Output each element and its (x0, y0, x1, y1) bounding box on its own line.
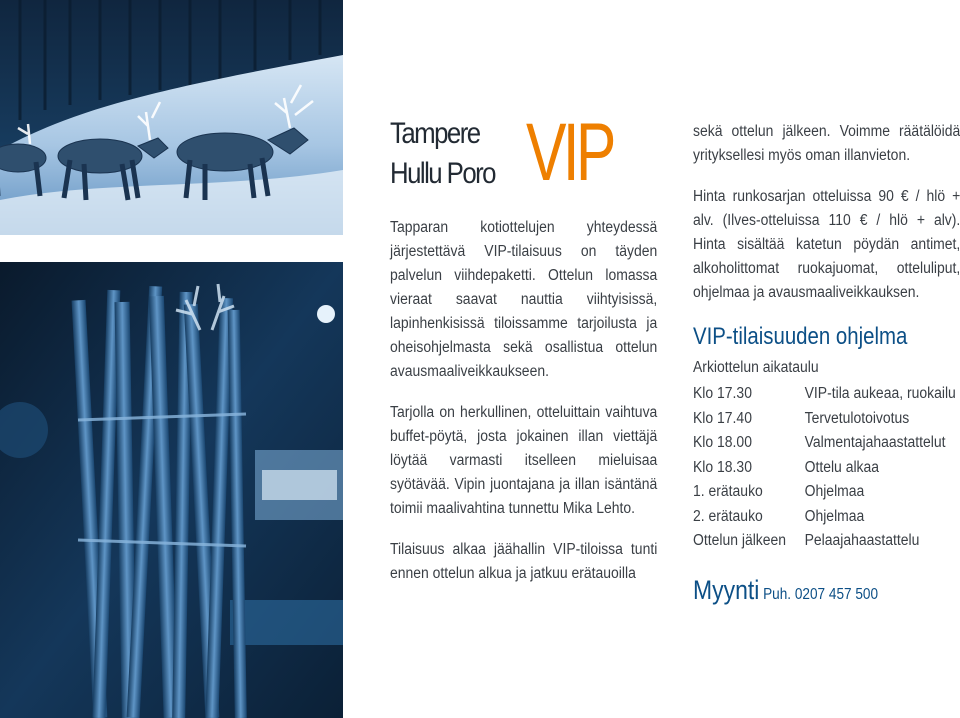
title-line-venue: Hullu Poro (390, 157, 495, 190)
schedule-event: Ohjelmaa (804, 483, 865, 500)
schedule-time: Ottelun jälkeen (693, 532, 787, 549)
page-title (390, 107, 658, 200)
schedule-time: 2. erätauko (693, 507, 763, 525)
details-column (693, 120, 960, 611)
sales-contact (693, 574, 957, 611)
schedule-event: Pelaajahaastattelu (804, 532, 920, 549)
schedule-row (693, 382, 960, 407)
buffet-paragraph: Tarjolla on herkullinen, otteluittain vaihtuva buffet-pöytä, josta jokainen illan viettäjä löytää varmasti itselleen mieluisaa syötävää. Vipin juontajana ja illan isäntänä toimii maalivahtina tunnettu Mika Lehto. (390, 404, 658, 517)
schedule-time: Klo 18.30 (693, 458, 752, 476)
intro-column (390, 107, 658, 603)
program-heading: VIP-tilaisuuden ohjelma (693, 323, 908, 350)
schedule-row (693, 505, 960, 530)
sales-phone-number: Puh. 0207 457 500 (763, 585, 879, 603)
schedule-row (693, 480, 960, 505)
schedule-event: Ohjelmaa (804, 507, 865, 525)
schedule-time: Klo 18.00 (693, 434, 752, 451)
title-line-city: Tampere (390, 117, 480, 150)
schedule-event: Tervetulotoivotus (804, 409, 910, 427)
schedule-time: Klo 17.40 (693, 409, 752, 427)
schedule-row (693, 529, 960, 554)
program-subheading: Arkiottelun aikataulu (693, 359, 819, 376)
continuation-paragraph: sekä ottelun jälkeen. Voimme räätälöidä yrityksellesi myös oman illanvieton. (693, 123, 960, 164)
title-vip-accent: VIP (526, 107, 613, 198)
program-schedule (693, 382, 960, 554)
schedule-event: VIP-tila aukeaa, ruokailu (804, 385, 956, 402)
sales-label: Myynti (693, 574, 760, 605)
schedule-time: Klo 17.30 (693, 385, 752, 402)
photo-column (0, 0, 343, 718)
schedule-event: Valmentajahaastattelut (804, 434, 946, 451)
reindeer-photo-illustration (0, 0, 343, 718)
intro-paragraph: Tapparan kotiottelujen yhteydessä järjestettävä VIP-tilaisuus on täyden palvelun viihdepaketti. Ottelun lomassa vieraat saavat nauttia viihtyisissä, lapinhenkisissä tiloissamme tarjoilusta ja oheisohjelmasta sekä osallistua ottelun avausmaaliveikkaukseen. (390, 219, 658, 380)
price-paragraph: Hinta runkosarjan otteluissa 90 € / hlö + alv. (Ilves-otteluissa 110 € / hlö + alv). Hinta sisältää katetun pöydän antimet, alkoholittomat ruokajuomat, otteluliput, ohjelmaa ja avausmaaliveikkauksen. (693, 188, 960, 301)
schedule-time: 1. erätauko (693, 483, 763, 500)
schedule-row (693, 456, 960, 481)
schedule-row (693, 431, 960, 456)
start-time-paragraph: Tilaisuus alkaa jäähallin VIP-tiloissa tunti ennen ottelun alkua ja jatkuu erätauoilla (390, 541, 658, 582)
schedule-event: Ottelu alkaa (804, 458, 880, 476)
schedule-row (693, 407, 960, 432)
